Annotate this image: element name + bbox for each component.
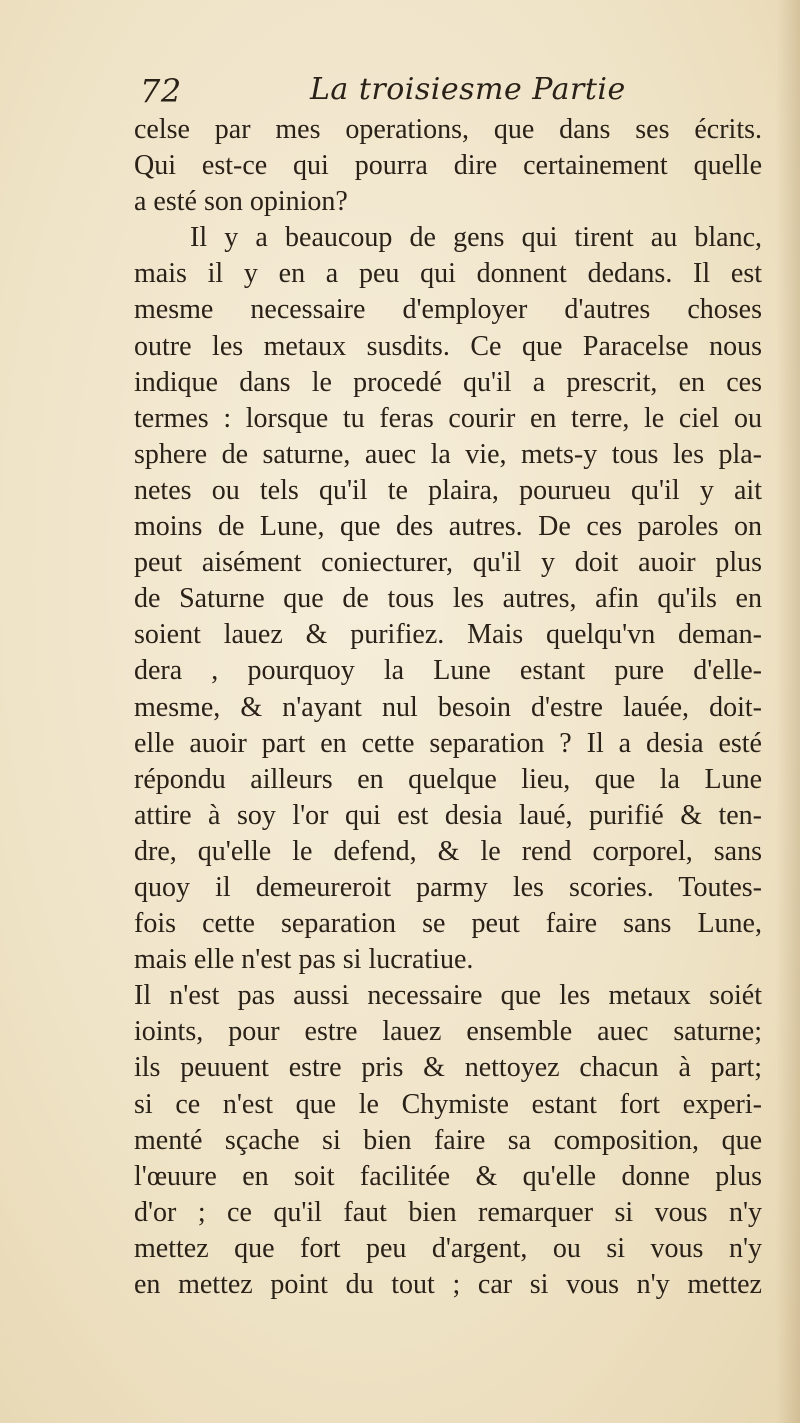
text-line: mettez que fort peu d'argent, ou si vous n'y: [134, 1232, 762, 1264]
text-line: menté sçache si bien faire sa composition, que: [134, 1124, 762, 1156]
text-line: Qui est-ce qui pourra dire certainement quelle: [134, 150, 762, 182]
text-line: a esté son opinion?: [134, 186, 348, 218]
text-line: indique dans le procedé qu'il a prescrit, en ces: [134, 366, 762, 398]
text-line: celse par mes operations, que dans ses écrits.: [134, 114, 762, 145]
running-head: La troisiesme Partie: [310, 72, 626, 107]
text-line: netes ou tels qu'il te plaira, pourueu qu'il y ait: [134, 474, 762, 506]
body-text: [134, 112, 762, 1303]
text-line: outre les metaux susdits. Ce que Paracelse nous: [134, 330, 762, 362]
text-line: sphere de saturne, auec la vie, mets-y tous les pla-: [134, 438, 762, 470]
text-line: fois cette separation se peut faire sans Lune,: [134, 908, 762, 940]
text-line: quoy il demeureroit parmy les scories. Toutes-: [134, 871, 762, 903]
page-header: [140, 72, 760, 112]
text-line: mesme, & n'ayant nul besoin d'estre lauée, doit-: [134, 691, 762, 723]
text-line: dera , pourquoy la Lune estant pure d'elle-: [134, 655, 762, 687]
text-line: mesme necessaire d'employer d'autres choses: [134, 294, 762, 326]
text-line: Il y a beaucoup de gens qui tirent au blanc,: [190, 222, 762, 254]
text-line: Il n'est pas aussi necessaire que les metaux soiét: [134, 980, 762, 1012]
text-line: l'œuure en soit facilitée & qu'elle donne plus: [134, 1160, 762, 1192]
text-line: mais elle n'est pas si lucratiue.: [134, 944, 474, 976]
text-line: soient lauez & purifiez. Mais quelqu'vn deman-: [134, 619, 762, 651]
text-line: dre, qu'elle le defend, & le rend corporel, sans: [134, 835, 762, 867]
page-edge-shadow: [776, 0, 800, 1423]
text-line: en mettez point du tout ; car si vous n'y mettez: [134, 1269, 762, 1300]
text-line: ioints, pour estre lauez ensemble auec saturne;: [134, 1016, 762, 1048]
page-number: 72: [140, 72, 182, 110]
text-line: si ce n'est que le Chymiste estant fort experi-: [134, 1088, 762, 1120]
text-line: d'or ; ce qu'il faut bien remarquer si vous n'y: [134, 1196, 762, 1228]
text-line: répondu ailleurs en quelque lieu, que la Lune: [134, 763, 762, 795]
text-line: de Saturne que de tous les autres, afin qu'ils en: [134, 583, 762, 615]
text-line: elle auoir part en cette separation ? Il a desia esté: [134, 727, 762, 759]
text-line: attire à soy l'or qui est desia laué, purifié & ten-: [134, 799, 762, 831]
text-line: peut aisément coniecturer, qu'il y doit auoir plus: [134, 547, 762, 579]
text-line: moins de Lune, que des autres. De ces paroles on: [134, 511, 762, 543]
text-line: termes : lorsque tu feras courir en terre, le ciel ou: [134, 402, 762, 434]
text-line: ils peuuent estre pris & nettoyez chacun à part;: [134, 1052, 762, 1084]
text-line: mais il y en a peu qui donnent dedans. Il est: [134, 258, 762, 290]
